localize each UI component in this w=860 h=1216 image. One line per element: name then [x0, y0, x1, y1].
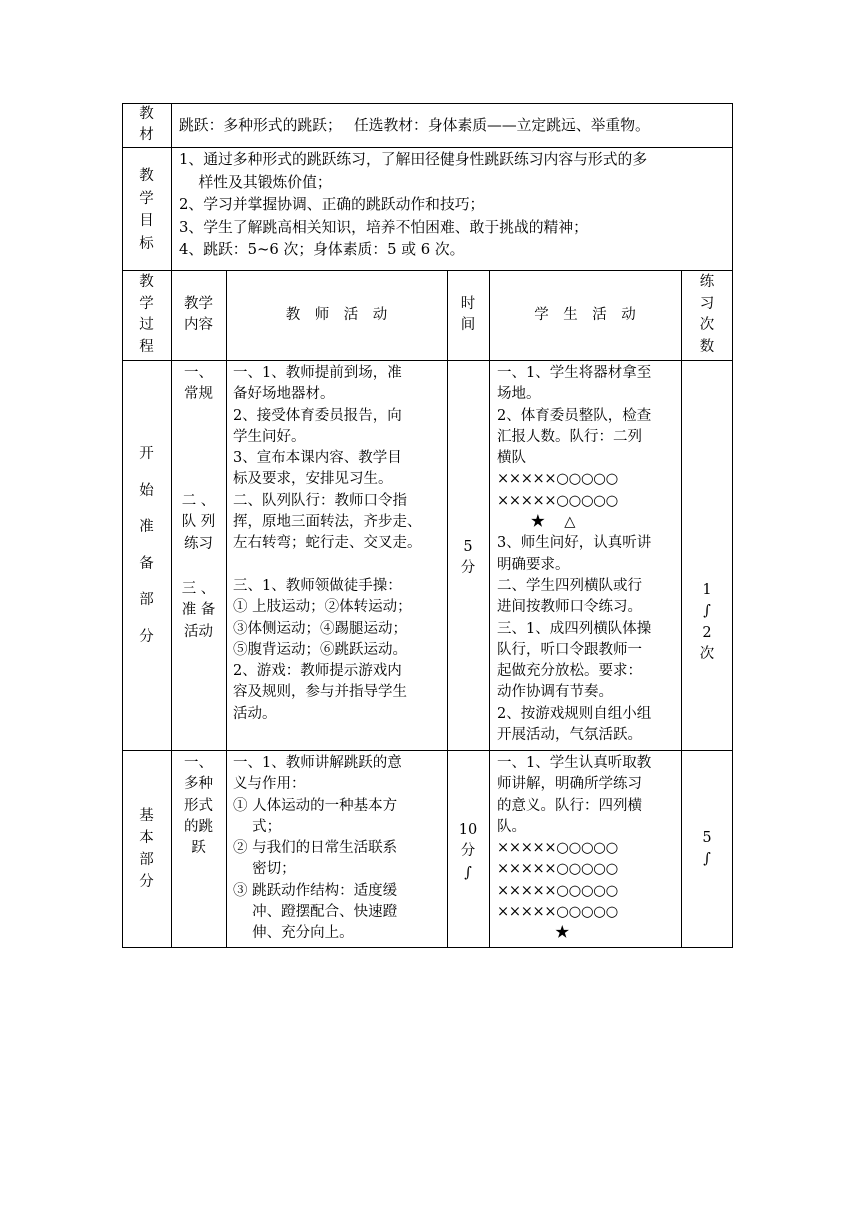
teacher-line: 式；	[233, 818, 282, 835]
header-process-text: 教学过程	[139, 274, 154, 355]
reps-range-symbol: ∫	[703, 603, 711, 620]
section1-reps	[681, 580, 733, 665]
teacher-line: 密切；	[233, 861, 296, 878]
header-content-line1: 教学	[184, 296, 213, 312]
teacher-line: 2、游戏：教师提示游戏内	[233, 663, 402, 680]
time-range-symbol: ∫	[464, 864, 472, 881]
section1-teacher-activity	[233, 363, 422, 725]
section1-content-3	[171, 579, 226, 643]
teacher-line: 三、1、教师领做徒手操：	[233, 577, 402, 594]
student-line: 3、师生问好，认真听讲	[497, 535, 652, 552]
section2-reps	[681, 828, 733, 871]
student-line: 一、1、学生将器材拿至	[497, 365, 652, 381]
student-line: 汇报人数。队行：二列	[497, 428, 642, 445]
student-line: 的意义。队行：四列横	[497, 797, 642, 814]
content-item-title: 练习	[184, 535, 213, 552]
header-teacher-text: 教 师 活 动	[285, 307, 388, 323]
content-item-title: 活动	[184, 623, 213, 640]
reps-value: 5	[702, 830, 712, 846]
teacher-line: 活动。	[233, 705, 277, 722]
content-line: 形式	[184, 797, 213, 814]
header-content	[171, 294, 226, 337]
content-line: 的跳	[184, 818, 213, 835]
teacher-line: 3、宣布本课内容、教学目	[233, 450, 402, 467]
formation-row: ×××××○○○○○	[497, 904, 619, 921]
content-line: 跃	[191, 840, 206, 857]
content-item-title: 常规	[184, 386, 213, 403]
formation-row: ×××××○○○○○	[497, 840, 619, 857]
section2-teacher-activity	[233, 753, 402, 945]
header-time-line2: 间	[460, 317, 476, 334]
teacher-line: ① 人体运动的一种基本方	[233, 797, 398, 814]
teacher-line: ③体侧运动；④踢腿运动；	[233, 620, 407, 637]
objective-line: 样性及其锻炼价值；	[179, 173, 332, 191]
student-line: 明确要求。	[497, 556, 570, 573]
section2-student-activity	[497, 753, 651, 945]
col-divider-content	[226, 270, 227, 948]
student-line: 场地。	[497, 386, 541, 403]
section2-time	[447, 820, 489, 884]
materials-label-text: 教材	[139, 106, 154, 144]
header-time-line1: 时	[460, 296, 476, 312]
teacher-line: 义与作用：	[233, 776, 306, 793]
col-divider-time	[489, 270, 490, 948]
header-reps	[681, 272, 733, 358]
time-value: 10	[458, 822, 478, 838]
section1-student-activity	[497, 363, 651, 746]
materials-label	[122, 104, 171, 147]
objective-line: 1、通过多种形式的跳跃练习，了解田径健身性跳跃练习内容与形式的多	[179, 151, 648, 168]
teacher-line: 标及要求，安排见习生。	[233, 471, 393, 488]
teacher-line: ③ 跳跃动作结构：适度缓	[233, 882, 398, 899]
row-divider-4	[122, 750, 733, 751]
objectives-label	[122, 165, 171, 255]
teacher-line: 二、队列队行：教师口令指	[233, 492, 407, 509]
student-line: 动作协调有节奏。	[497, 684, 613, 701]
section1-content-1	[171, 363, 226, 406]
formation-row: ×××××○○○○○	[497, 882, 619, 899]
content-item-number: 二 、	[181, 493, 216, 509]
section1-content-2	[171, 491, 226, 555]
section1-time	[447, 537, 489, 580]
section1-label	[122, 436, 171, 655]
student-line: 一、1、学生认真听取教	[497, 755, 652, 771]
row-divider-1	[122, 147, 733, 148]
materials-text: 跳跃：多种形式的跳跃； 任选教材：身体素质——立定跳远、举重物。	[179, 117, 650, 134]
objectives-label-text: 教学目标	[139, 168, 154, 252]
section2-label	[122, 805, 171, 893]
student-line: 二、学生四列横队或行	[497, 577, 642, 594]
header-teacher	[226, 305, 447, 326]
teacher-line: ① 上肢运动；②体转运动；	[233, 599, 412, 616]
student-line: 开展活动，气氛活跃。	[497, 727, 642, 744]
teacher-line: ⑤腹背运动；⑥跳跃运动。	[233, 641, 407, 658]
student-line: 进间按教师口令练习。	[497, 599, 642, 616]
content-item-title: 队 列	[181, 514, 216, 531]
header-reps-text: 练习次数	[699, 274, 715, 355]
content-line: 一、	[184, 755, 213, 771]
teacher-line: 冲、蹬摆配合、快速蹬	[233, 904, 398, 921]
formation-markers: ★ △	[497, 514, 576, 531]
objective-line: 2、学习并掌握协调、正确的跳跃动作和技巧；	[179, 196, 485, 214]
teacher-line: 挥，原地三面转法，齐步走、	[233, 514, 422, 531]
reps-value: 2	[702, 624, 712, 641]
header-process	[122, 272, 171, 358]
formation-row: ×××××○○○○○	[497, 492, 619, 509]
teacher-line: 学生问好。	[233, 428, 306, 445]
header-content-line2: 内容	[184, 317, 213, 334]
student-line: 师讲解，明确所学练习	[497, 776, 642, 793]
section1-label-text: 开始准备部分	[139, 446, 154, 645]
header-time	[447, 294, 489, 337]
objective-line: 4、跳跃：5~6 次；身体素质：5 或 6 次。	[179, 241, 465, 259]
formation-markers: ★	[497, 925, 570, 942]
reps-unit: 次	[699, 645, 715, 662]
student-line: 队行，听口令跟教师一	[497, 641, 642, 658]
student-line: 三、1、成四列横队体操	[497, 620, 652, 637]
content-item-number: 一、	[184, 365, 213, 381]
student-line: 队。	[497, 818, 526, 835]
student-line: 起做充分放松。要求：	[497, 663, 642, 680]
teacher-line: ② 与我们的日常生活联系	[233, 840, 398, 857]
section2-label-text: 基本部分	[139, 808, 154, 890]
teacher-line: 一、1、教师提前到场，准	[233, 365, 402, 381]
header-student-text: 学 生 活 动	[534, 307, 636, 323]
time-unit: 分	[460, 560, 476, 577]
content-item-title: 准 备	[181, 602, 216, 619]
teacher-line: 左右转弯；蛇行走、交叉走。	[233, 535, 422, 552]
teacher-line	[233, 555, 422, 576]
row-divider-2	[122, 270, 733, 271]
objective-line: 3、学生了解跳高相关知识，培养不怕困难、敢于挑战的精神；	[179, 218, 588, 236]
content-item-number: 三 、	[181, 581, 216, 597]
formation-row: ×××××○○○○○	[497, 861, 619, 878]
formation-row: ×××××○○○○○	[497, 471, 619, 488]
objectives-list	[179, 149, 647, 262]
student-line: 横队	[497, 450, 526, 467]
student-line: 2、按游戏规则自组小组	[497, 705, 652, 722]
teacher-line: 一、1、教师讲解跳跃的意	[233, 755, 402, 771]
reps-value: 1	[702, 582, 712, 598]
teacher-line: 伸、充分向上。	[233, 925, 354, 942]
time-value: 5	[463, 539, 473, 555]
teacher-line: 备好场地器材。	[233, 386, 335, 403]
teacher-line: 容及规则，参与并指导学生	[233, 684, 407, 701]
row-divider-3	[122, 360, 733, 361]
teacher-line: 2、接受体育委员报告，向	[233, 407, 402, 424]
time-unit: 分	[460, 843, 476, 860]
section2-content	[171, 753, 226, 859]
header-student	[489, 305, 681, 326]
student-line: 2、体育委员整队，检查	[497, 407, 652, 424]
reps-range-symbol: ∫	[703, 851, 711, 868]
content-line: 多种	[184, 776, 213, 793]
